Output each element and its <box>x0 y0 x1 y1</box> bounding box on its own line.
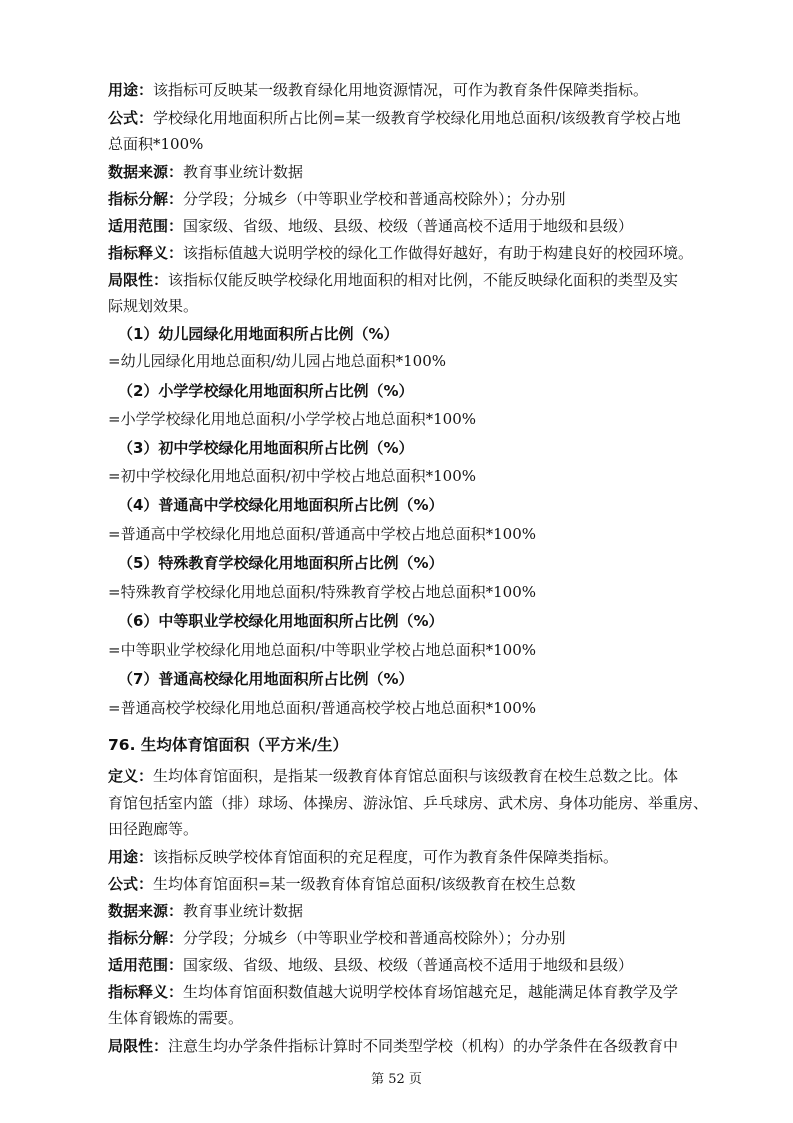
formula-continuation: 总面积*100% <box>108 135 204 153</box>
definition-row <box>108 766 678 786</box>
limitation-label: 局限性： <box>108 271 169 289</box>
interpretation-text-2: 生均体育馆面积数值越大说明学校体育场馆越充足，越能满足体育教学及学 <box>183 983 679 1001</box>
source-row <box>108 162 303 182</box>
limitation-text-2: 注意生均办学条件指标计算时不同类型学校（机构）的办学条件在各级教育中 <box>168 1037 679 1055</box>
breakdown-label: 指标分解： <box>108 190 184 208</box>
breakdown-text: 分学段；分城乡（中等职业学校和普通高校除外）；分办别 <box>183 190 566 208</box>
subitem-1-formula: =幼儿园绿化用地总面积/幼儿园占地总面积*100% <box>108 352 447 370</box>
formula-label: 公式： <box>108 109 154 127</box>
purpose-row <box>108 80 648 100</box>
section-heading: 76. 生均体育馆面积（平方米/生） <box>108 736 349 754</box>
scope-label: 适用范围： <box>108 217 184 235</box>
subitem-2-title: （2）小学学校绿化用地面积所占比例（%） <box>118 382 414 400</box>
definition-text: 生均体育馆面积，是指某一级教育体育馆总面积与该级教育在校生总数之比。体 <box>153 767 679 785</box>
subitem-3-title: （3）初中学校绿化用地面积所占比例（%） <box>118 439 414 457</box>
scope-text-2: 国家级、省级、地级、县级、校级（普通高校不适用于地级和县级） <box>183 956 634 974</box>
subitem-5-title: （5）特殊教育学校绿化用地面积所占比例（%） <box>118 554 444 572</box>
formula-text: 学校绿化用地面积所占比例=某一级教育学校绿化用地总面积/该级教育学校占地 <box>153 109 681 127</box>
scope-label-2: 适用范围： <box>108 956 184 974</box>
subitem-6-title: （6）中等职业学校绿化用地面积所占比例（%） <box>118 612 444 630</box>
purpose-text: 该指标可反映某一级教育绿化用地资源情况，可作为教育条件保障类指标。 <box>153 81 649 99</box>
subitem-4-title: （4）普通高中学校绿化用地面积所占比例（%） <box>118 496 444 514</box>
purpose-text-2: 该指标反映学校体育馆面积的充足程度，可作为教育条件保障类指标。 <box>153 848 619 866</box>
subitem-3-formula: =初中学校绿化用地总面积/初中学校占地总面积*100% <box>108 467 477 485</box>
breakdown-label-2: 指标分解： <box>108 929 184 947</box>
purpose-label-2: 用途： <box>108 848 154 866</box>
source-text: 教育事业统计数据 <box>183 163 304 181</box>
interpretation-row <box>108 243 693 263</box>
subitem-6-formula: =中等职业学校绿化用地总面积/中等职业学校占地总面积*100% <box>108 641 537 659</box>
source-label-2: 数据来源： <box>108 902 184 920</box>
interpretation-row-2 <box>108 982 678 1002</box>
scope-row-2 <box>108 955 633 975</box>
purpose-label: 用途： <box>108 81 154 99</box>
breakdown-row-2 <box>108 928 566 948</box>
subitem-7-title: （7）普通高校绿化用地面积所占比例（%） <box>118 670 414 688</box>
formula-label-2: 公式： <box>108 875 154 893</box>
formula-text-2: 生均体育馆面积=某一级教育体育馆总面积/该级教育在校生总数 <box>153 875 576 893</box>
source-text-2: 教育事业统计数据 <box>183 902 304 920</box>
source-label: 数据来源： <box>108 163 184 181</box>
subitem-5-formula: =特殊教育学校绿化用地总面积/特殊教育学校占地总面积*100% <box>108 583 537 601</box>
subitem-1-title: （1）幼儿园绿化用地面积所占比例（%） <box>118 325 399 343</box>
source-row-2 <box>108 901 303 921</box>
subitem-4-formula: =普通高中学校绿化用地总面积/普通高中学校占地总面积*100% <box>108 525 537 543</box>
scope-text: 国家级、省级、地级、县级、校级（普通高校不适用于地级和县级） <box>183 217 634 235</box>
purpose-row-2 <box>108 847 618 867</box>
formula-row-2 <box>108 874 576 894</box>
limitation-row-2 <box>108 1036 678 1056</box>
subitem-7-formula: =普通高校学校绿化用地总面积/普通高校学校占地总面积*100% <box>108 699 537 717</box>
limitation-label-2: 局限性： <box>108 1037 169 1055</box>
definition-label: 定义： <box>108 767 154 785</box>
definition-continuation-1: 育馆包括室内篮（排）球场、体操房、游泳馆、乒乓球房、武术房、身体功能房、举重房、 <box>108 794 709 812</box>
limitation-row <box>108 270 678 290</box>
formula-row <box>108 108 681 128</box>
definition-continuation-2: 田径跑廊等。 <box>108 820 199 838</box>
breakdown-text-2: 分学段；分城乡（中等职业学校和普通高校除外）；分办别 <box>183 929 566 947</box>
interpretation-label: 指标释义： <box>108 244 184 262</box>
scope-row <box>108 216 633 236</box>
limitation-text: 该指标仅能反映学校绿化用地面积的相对比例，不能反映绿化面积的类型及实 <box>168 271 679 289</box>
page-number: 第 52 页 <box>371 1072 422 1087</box>
interpretation-label-2: 指标释义： <box>108 983 184 1001</box>
breakdown-row <box>108 189 566 209</box>
limitation-continuation: 际规划效果。 <box>108 297 199 315</box>
interpretation-continuation-2: 生体育锻炼的需要。 <box>108 1009 244 1027</box>
interpretation-text: 该指标值越大说明学校的绿化工作做得好越好，有助于构建良好的校园环境。 <box>183 244 694 262</box>
subitem-2-formula: =小学学校绿化用地总面积/小学学校占地总面积*100% <box>108 410 477 428</box>
